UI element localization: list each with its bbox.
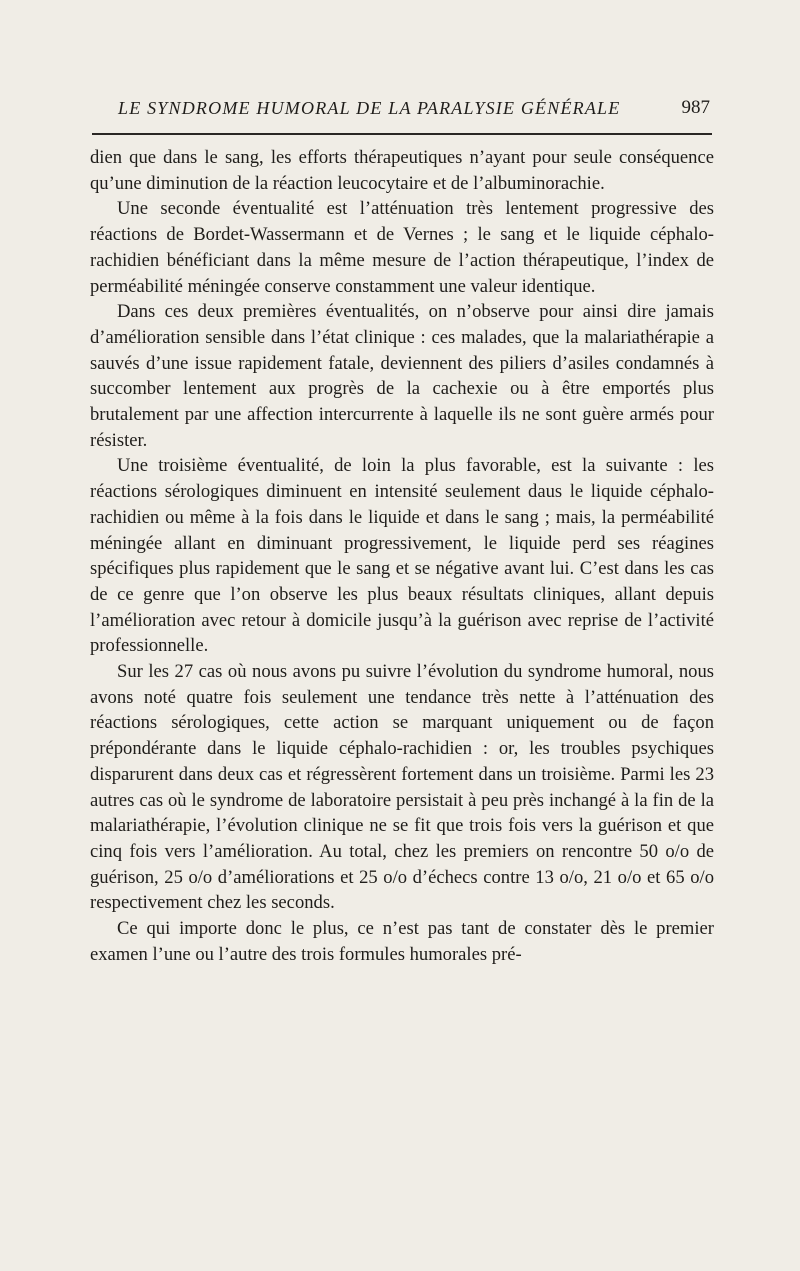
paragraph: Ce qui importe donc le plus, ce n’est pas tant de constater dès le premier examen l’une ou l’autre des trois formules humorales pré- [90, 918, 714, 965]
page-number: 987 [681, 97, 710, 118]
paragraph: Une seconde éventualité est l’atténuation très lentement progressive des réactions de Bordet-Wassermann et de Vernes ; le sang et le liquide céphalo-rachidien bénéficiant dans la même mesure de l’action thérapeutique, l’index de perméabilité méningée conserve constamment une valeur identique. [90, 198, 714, 297]
header-rule [92, 133, 712, 135]
body-text [90, 145, 714, 968]
page-header [90, 96, 714, 126]
running-title: LE SYNDROME HUMORAL DE LA PARALYSIE GÉNÉRALE [118, 98, 621, 118]
paragraph: Sur les 27 cas où nous avons pu suivre l’évolution du syndrome humoral, nous avons noté quatre fois seulement une tendance très nette à l’atténuation des réactions sérologiques, cette action se marquant uniquement ou de façon prépondérante dans le liquide céphalo-rachidien : or, les troubles psychiques disparurent dans deux cas et régressèrent fortement dans un troisième. Parmi les 23 autres cas où le syndrome de laboratoire persistait à peu près inchangé à la fin de la malariathérapie, l’évolution clinique ne se fit que trois fois vers la guérison et que cinq fois vers l’amélioration. Au total, chez les premiers on rencontre 50 o/o de guérison, 25 o/o d’améliorations et 25 o/o d’échecs contre 13 o/o, 21 o/o et 65 o/o respectivement chez les seconds. [90, 661, 714, 914]
paragraph-continuation: dien que dans le sang, les efforts thérapeutiques n’ayant pour seule conséquence qu’une diminution de la réaction leucocytaire et de l’albuminorachie. [90, 147, 714, 194]
paragraph: Dans ces deux premières éventualités, on n’observe pour ainsi dire jamais d’amélioration sensible dans l’état clinique : ces malades, que la malariathérapie a sauvés d’une issue rapidement fatale, deviennent des piliers d’asiles condamnés à succomber lentement aux progrès de la cachexie ou à être emportés plus brutalement par une affection intercurrente à laquelle ils ne sont guère armés pour résister. [90, 301, 714, 451]
paragraph: Une troisième éventualité, de loin la plus favorable, est la suivante : les réactions sérologiques diminuent en intensité seulement daus le liquide céphalo-rachidien ou même à la fois dans le liquide et dans le sang ; mais, la perméabilité méningée allant en diminuant progressivement, le liquide perd ses réagines spécifiques plus rapidement que le sang et se négative avant lui. C’est dans les cas de ce genre que l’on observe les plus beaux résultats cliniques, allant depuis l’amélioration avec retour à domicile jusqu’à la guérison avec reprise de l’activité professionnelle. [90, 455, 714, 657]
